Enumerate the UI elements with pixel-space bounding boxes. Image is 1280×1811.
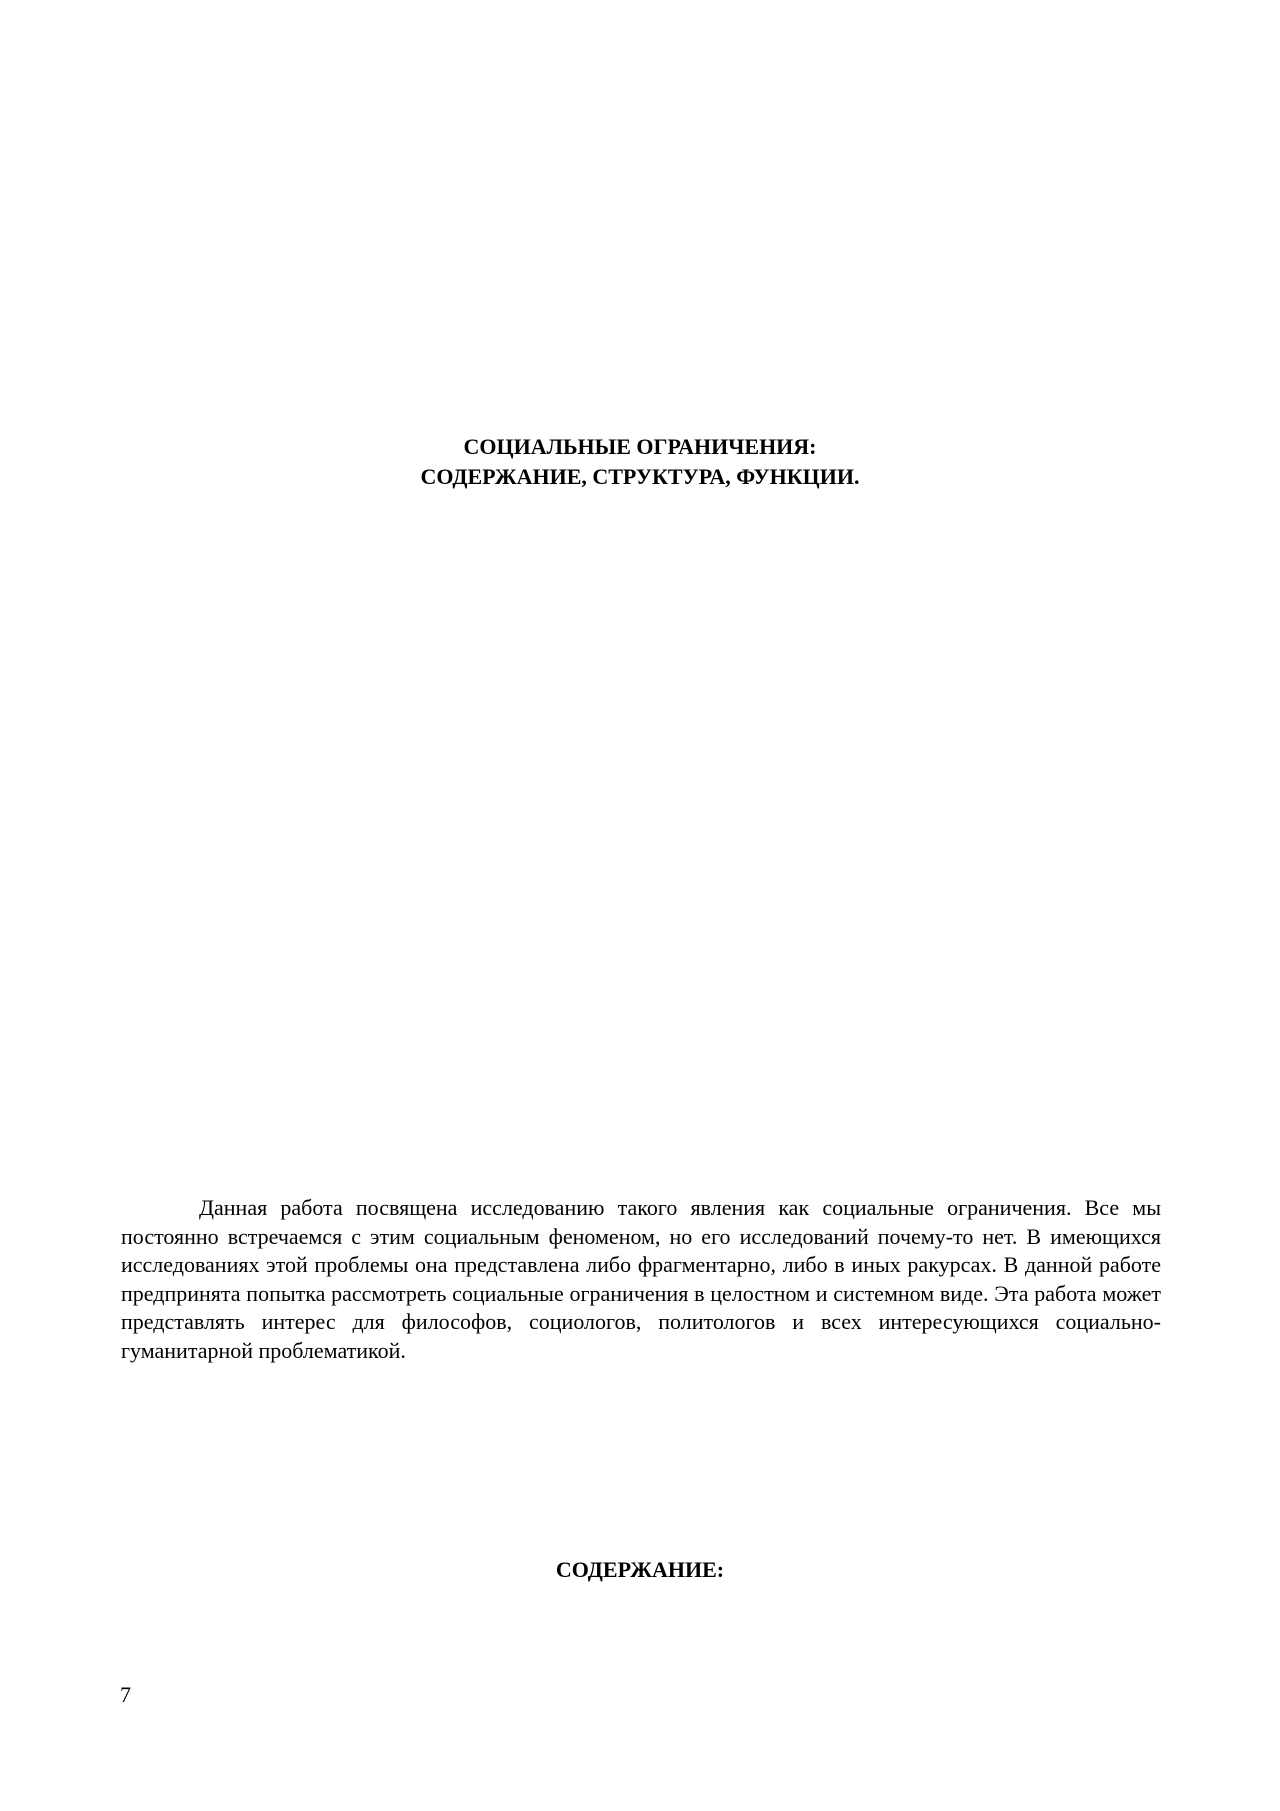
contents-heading: СОДЕРЖАНИЕ: (555, 1557, 725, 1582)
document-title (0, 432, 1280, 492)
page-number: 7 (120, 1682, 131, 1707)
title-line-2: СОДЕРЖАНИЕ, СТРУКТУРА, ФУНКЦИИ. (420, 464, 860, 489)
abstract-paragraph: Данная работа посвящена исследованию такого явления как социальные ограничения. Все мы постоянно встречаемся с этим социальным феноменом, но его исследований почему-то нет. В имеющихся исследованиях этой проблемы она представлена либо фрагментарно, либо в иных ракурсах. В данной работе предпринята попытка рассмотреть социальные ограничения в целостном и системном виде. Эта работа может представлять интерес для философов, социологов, политологов и всех интересующихся социально-гуманитарной проблематикой. (121, 1195, 1161, 1363)
title-line-1: СОЦИАЛЬНЫЕ ОГРАНИЧЕНИЯ: (463, 434, 817, 459)
